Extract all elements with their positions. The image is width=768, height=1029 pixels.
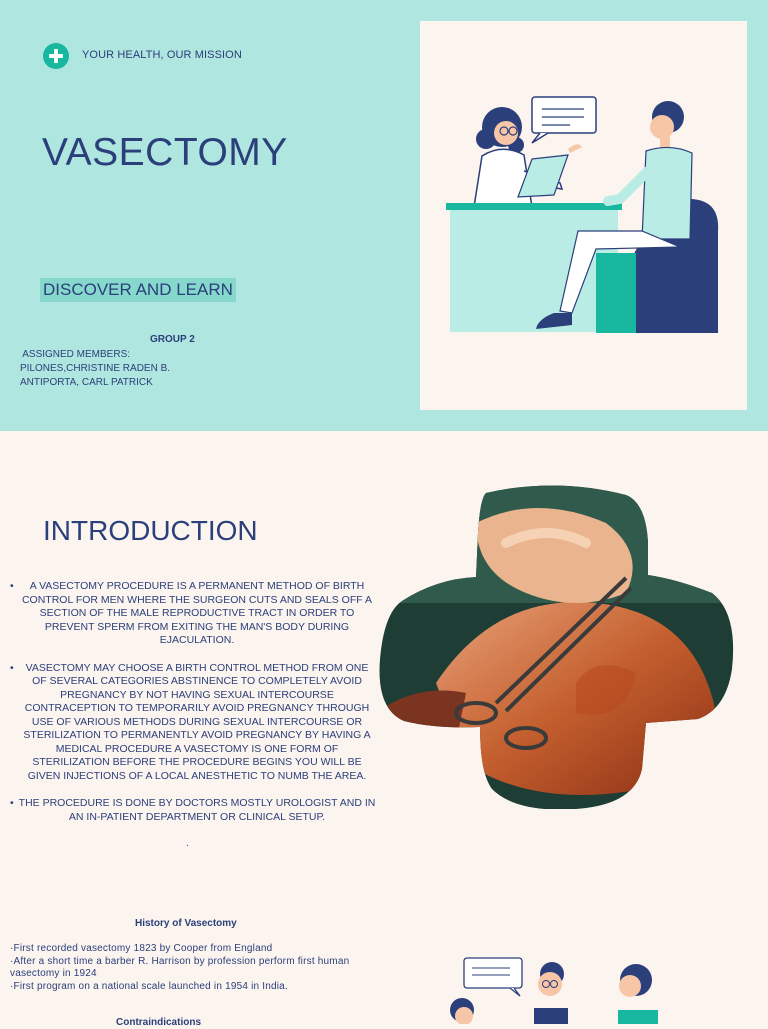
bullet-item: • A VASECTOMY PROCEDURE IS A PERMANENT METHOD OF BIRTH CONTROL FOR MEN WHERE THE SURGEON CUTS AND SEALS OFF A SECTION OF THE MALE REPRODUCTIVE TRACT IN ORDER TO PREVENT SPERM FROM EXITING THE MAN'S BODY DURING EJACULATION. xyxy=(18,580,376,648)
next-section-heading: Contraindications xyxy=(116,1017,202,1028)
history-title: History of Vasectomy xyxy=(135,918,237,929)
subtitle-badge: DISCOVER AND LEARN xyxy=(40,278,236,302)
history-line: ·After a short time a barber R. Harrison by profession perform first human vasectomy in 1924 xyxy=(10,955,350,979)
bullet-item: • VASECTOMY MAY CHOOSE A BIRTH CONTROL METHOD FROM ONE OF SEVERAL CATEGORIES ABSTINENCE TO COMPLETELY AVOID PREGNANCY BY NOT HAVING SEXUAL INTERCOURSE CONTRACEPTION TO TEMPORARILY AVOID PREGNANCY THROUGH USE OF VARIOUS METHODS DURING SEXUAL INTERCOURSE OR STERILIZATION TO PERMANENTLY AVOID PREGNANCY BY HAVING A MEDICAL PROCEDURE A VASECTOMY IS ONE FORM OF STERILIZATION BEFORE THE PROCEDURE BEGINS YOU WILL BE GIVEN INJECTIONS OF A LOCAL ANESTHETIC TO NUMB THE AREA. xyxy=(18,662,376,784)
doctor-patient-illustration xyxy=(420,21,747,410)
people-illustration xyxy=(430,950,670,1024)
medical-cross-icon xyxy=(43,43,69,69)
surgery-image xyxy=(376,483,736,809)
group-label: GROUP 2 xyxy=(150,334,195,345)
history-line: ·First program on a national scale launched in 1954 in India. xyxy=(10,980,288,992)
member-line: PILONES,CHRISTINE RADEN B. xyxy=(20,363,171,374)
team-illustration xyxy=(430,950,670,1024)
bullet-item: • THE PROCEDURE IS DONE BY DOCTORS MOSTLY UROLOGIST AND IN AN IN-PATIENT DEPARTMENT OR CLINICAL SETUP. xyxy=(18,797,376,824)
surgery-photo xyxy=(376,483,736,809)
members-list xyxy=(20,348,170,390)
history-line: ·First recorded vasectomy 1823 by Cooper from England xyxy=(10,943,273,954)
tagline: YOUR HEALTH, OUR MISSION xyxy=(82,49,242,61)
member-line: ANTIPORTA, CARL PATRICK xyxy=(20,377,153,388)
introduction-bullets xyxy=(18,580,376,838)
history-list xyxy=(10,943,370,993)
consultation-illustration xyxy=(420,21,747,410)
title-slide xyxy=(0,0,768,431)
page-title: VASECTOMY xyxy=(42,131,288,174)
stray-dot: . xyxy=(186,838,189,849)
member-line: ASSIGNED MEMBERS: xyxy=(20,349,131,360)
section-title: INTRODUCTION xyxy=(43,515,258,546)
